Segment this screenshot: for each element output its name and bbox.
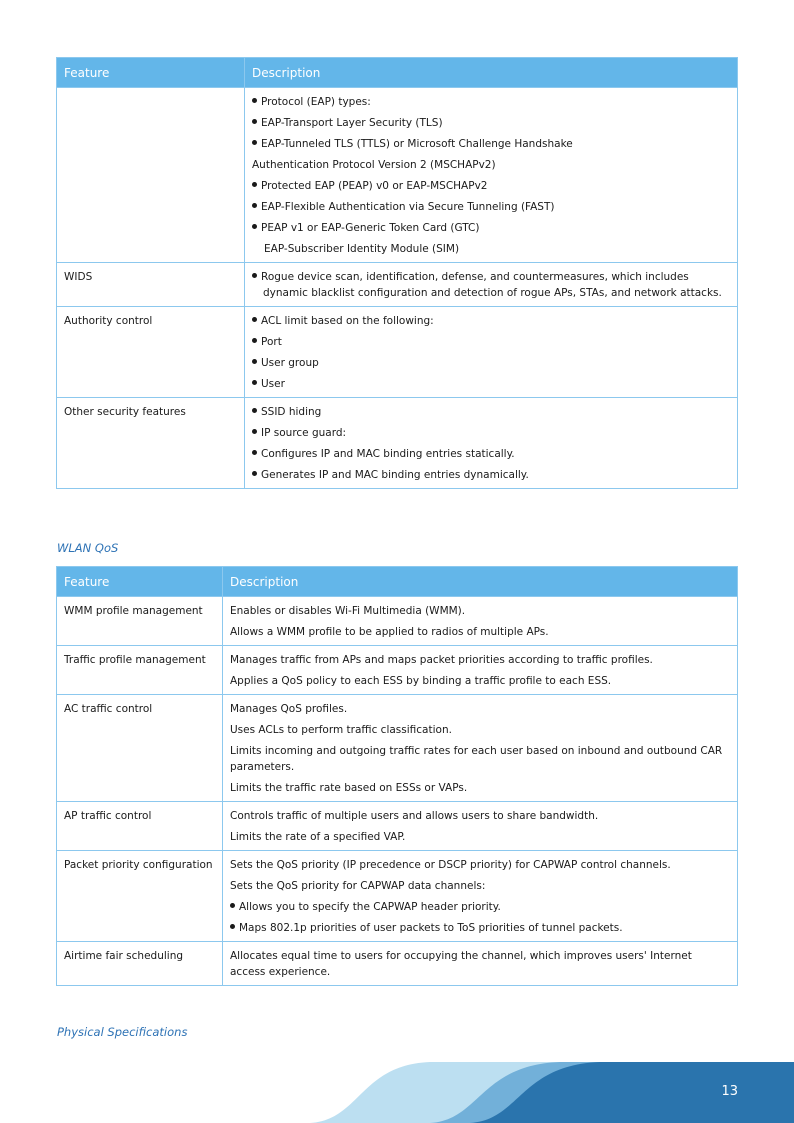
description-column-header: Description [245,58,738,88]
table-header-row [57,567,738,597]
description-cell [245,88,738,263]
security-features-table [56,57,738,489]
description-cell [223,851,738,942]
feature-cell: AC traffic control [57,695,223,802]
section-title-physical-specifications: Physical Specifications [57,1025,188,1039]
bullet-item: PEAP v1 or EAP-Generic Token Card (GTC) [252,220,730,236]
description-cell [245,263,738,307]
table-header-row [57,58,738,88]
description-line: Limits incoming and outgoing traffic rates for each user based on inbound and outbound CAR parameters. [230,745,723,773]
bullet-item: Maps 802.1p priorities of user packets to ToS priorities of tunnel packets. [230,920,730,936]
description-line: Manages QoS profiles. [230,703,348,715]
bullet-item: Protocol (EAP) types: [252,94,730,110]
description-line: Sets the QoS priority for CAPWAP data channels: [230,880,486,892]
page-number: 13 [721,1084,738,1099]
feature-cell: Traffic profile management [57,646,223,695]
bullet-item: Configures IP and MAC binding entries statically. [252,446,730,462]
description-cell [245,307,738,398]
description-line: Enables or disables Wi-Fi Multimedia (WMM). [230,605,466,617]
table-row [57,695,738,802]
description-line: Allows a WMM profile to be applied to radios of multiple APs. [230,626,549,638]
feature-column-header: Feature [57,58,245,88]
description-line: Limits the traffic rate based on ESSs or VAPs. [230,782,468,794]
bullet-item: Rogue device scan, identification, defense, and countermeasures, which includes dynamic blacklist configuration and detection of rogue APs, STAs, and network attacks. [252,269,730,301]
footer-wave-decoration [0,1060,794,1123]
description-line: Allocates equal time to users for occupying the channel, which improves users' Internet access experience. [230,950,692,978]
description-cell [223,695,738,802]
section-title-wlan-qos: WLAN QoS [57,541,119,555]
feature-cell: Authority control [57,307,245,398]
bullet-item: EAP-Tunneled TLS (TTLS) or Microsoft Challenge Handshake [252,136,730,152]
description-cell [223,942,738,986]
table-row [57,263,738,307]
description-cell [223,597,738,646]
bullet-item: EAP-Flexible Authentication via Secure Tunneling (FAST) [252,199,730,215]
description-line: Sets the QoS priority (IP precedence or DSCP priority) for CAPWAP control channels. [230,859,671,871]
bullet-item: ACL limit based on the following: [252,313,730,329]
description-line: Limits the rate of a specified VAP. [230,831,406,843]
bullet-item: Allows you to specify the CAPWAP header priority. [230,899,730,915]
description-line: Controls traffic of multiple users and allows users to share bandwidth. [230,810,599,822]
bullet-item: Port [252,334,730,350]
feature-cell: AP traffic control [57,802,223,851]
wlan-qos-table [56,566,738,986]
bullet-item: SSID hiding [252,404,730,420]
bullet-item: EAP-Transport Layer Security (TLS) [252,115,730,131]
bullet-item: User [252,376,730,392]
description-cell [223,802,738,851]
feature-cell: WIDS [57,263,245,307]
description-line: Uses ACLs to perform traffic classification. [230,724,452,736]
table-row [57,398,738,489]
table-row [57,307,738,398]
bullet-item: User group [252,355,730,371]
description-line: Manages traffic from APs and maps packet priorities according to traffic profiles. [230,654,653,666]
description-line: EAP-Subscriber Identity Module (SIM) [264,243,460,255]
bullet-item: Protected EAP (PEAP) v0 or EAP-MSCHAPv2 [252,178,730,194]
description-column-header: Description [223,567,738,597]
feature-column-header: Feature [57,567,223,597]
feature-cell: Packet priority configuration [57,851,223,942]
bullet-item: Generates IP and MAC binding entries dynamically. [252,467,730,483]
table-row [57,942,738,986]
description-line: Applies a QoS policy to each ESS by binding a traffic profile to each ESS. [230,675,612,687]
feature-cell: Other security features [57,398,245,489]
feature-cell: Airtime fair scheduling [57,942,223,986]
table-row [57,597,738,646]
description-cell [223,646,738,695]
table-row [57,802,738,851]
feature-cell: WMM profile management [57,597,223,646]
table-row [57,88,738,263]
bullet-item: IP source guard: [252,425,730,441]
table-row [57,851,738,942]
description-cell [245,398,738,489]
feature-cell [57,88,245,263]
table-row [57,646,738,695]
description-line: Authentication Protocol Version 2 (MSCHAPv2) [252,159,496,171]
